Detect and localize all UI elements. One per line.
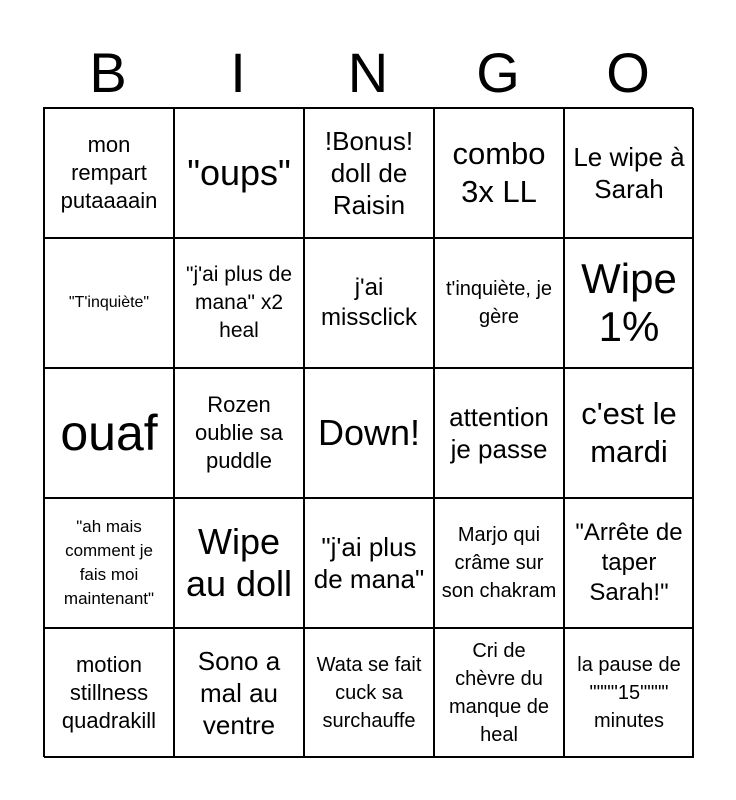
bingo-cell[interactable] <box>564 628 694 758</box>
bingo-cell[interactable] <box>304 498 434 628</box>
cell-text: Wata se fait cuck sa surchauffe <box>316 654 422 732</box>
cell-text: "ah mais comment je fais moi maintenant" <box>63 517 155 608</box>
bingo-cell[interactable] <box>174 108 304 238</box>
bingo-cell[interactable] <box>44 498 174 628</box>
bingo-cell[interactable] <box>44 628 174 758</box>
cell-text: Le wipe à Sarah <box>573 142 685 204</box>
bingo-cell[interactable] <box>44 368 174 498</box>
bingo-cell[interactable] <box>174 368 304 498</box>
bingo-cell[interactable] <box>44 108 174 238</box>
cell-text: Cri de chèvre du manque de heal <box>448 640 550 746</box>
cell-text: c'est le mardi <box>581 396 677 469</box>
cell-text: mon rempart putaaaain <box>60 132 158 213</box>
cell-text: t'inquiète, je gère <box>445 278 553 328</box>
cell-text: Wipe 1% <box>581 255 677 350</box>
bingo-cell[interactable] <box>564 498 694 628</box>
bingo-cell[interactable] <box>434 238 564 368</box>
header-letter-g: G <box>476 41 520 104</box>
cell-text: "T'inquiète" <box>68 294 150 311</box>
bingo-cell[interactable] <box>434 108 564 238</box>
bingo-cell[interactable] <box>564 108 694 238</box>
bingo-cell[interactable] <box>304 628 434 758</box>
bingo-cell[interactable] <box>434 628 564 758</box>
cell-text: "Arrête de taper Sarah!" <box>575 519 683 606</box>
bingo-cell[interactable] <box>44 238 174 368</box>
header-letter-o: O <box>606 41 650 104</box>
header-letter-b: B <box>89 41 127 104</box>
bingo-cell[interactable] <box>434 498 564 628</box>
bingo-cell[interactable] <box>174 498 304 628</box>
cell-text: Marjo qui crâme sur son chakram <box>441 524 557 602</box>
header-letter-n: N <box>347 41 389 104</box>
cell-text: attention je passe <box>449 402 549 464</box>
bingo-cell[interactable] <box>434 368 564 498</box>
cell-text: Wipe au doll <box>185 521 293 604</box>
bingo-cell[interactable] <box>304 108 434 238</box>
bingo-cell[interactable] <box>304 368 434 498</box>
cell-text: la pause de """"15"""" minutes <box>577 654 681 732</box>
cell-text: combo 3x LL <box>452 136 546 209</box>
bingo-cell[interactable] <box>564 238 694 368</box>
cell-text: motion stillness quadrakill <box>61 652 157 733</box>
header-letter-i: I <box>230 41 246 104</box>
cell-text: Down! <box>317 412 421 453</box>
bingo-cell[interactable] <box>174 238 304 368</box>
cell-text: Sono a mal au ventre <box>197 646 281 740</box>
bingo-cell[interactable] <box>174 628 304 758</box>
bingo-cell[interactable] <box>564 368 694 498</box>
cell-text: "j'ai plus de mana" x2 heal <box>185 263 293 342</box>
cell-text: !Bonus! doll de Raisin <box>324 126 414 220</box>
bingo-cell[interactable] <box>304 238 434 368</box>
bingo-header <box>43 40 693 106</box>
cell-text: Rozen oublie sa puddle <box>194 392 284 473</box>
cell-text: "j'ai plus de mana" <box>313 532 425 594</box>
cell-text: "oups" <box>187 152 291 193</box>
cell-text: j'ai missclick <box>321 274 417 331</box>
cell-text: ouaf <box>60 405 158 461</box>
bingo-card-grid <box>43 107 693 757</box>
